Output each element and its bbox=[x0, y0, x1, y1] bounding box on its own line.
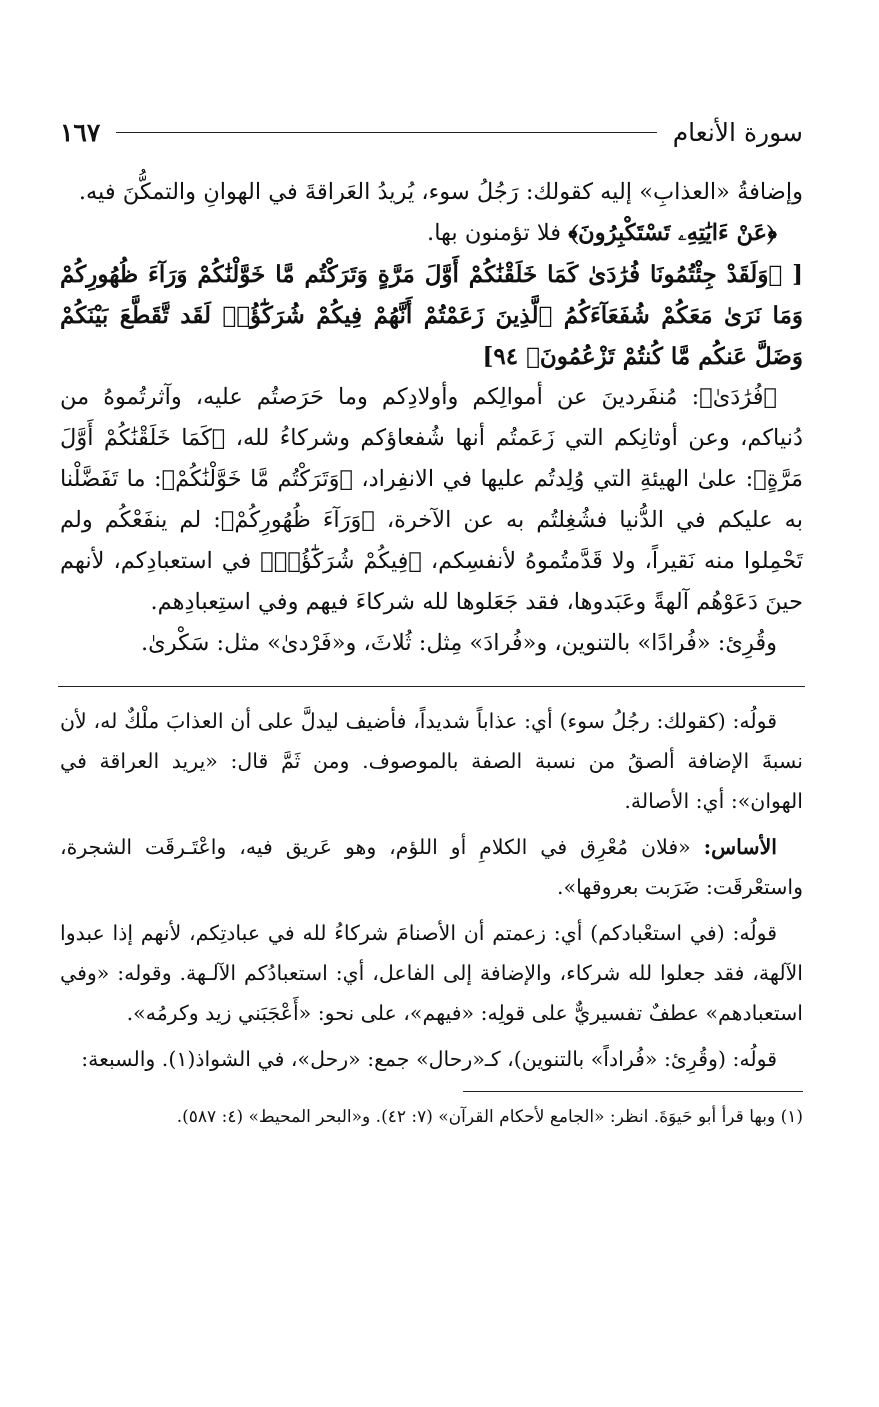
quran-verse-94: [ ﴿وَلَقَدْ جِئْتُمُونَا فُرَٰدَىٰ كَمَا خَلَقْنَٰكُمْ أَوَّلَ مَرَّةٍ وَتَرَكْتُم مَّا خَوَّلْنَٰكُمْ وَرَآءَ ظُهُورِكُمْ وَمَا نَرَىٰ مَعَكُمْ شُفَعَآءَكُمُ ٱلَّذِينَ زَعَمْتُمْ أَنَّهُمْ فِيكُمْ شُرَكَٰٓؤُا۟ لَقَد تَّقَطَّعَ بَيْنَكُمْ وَضَلَّ عَنكُم مَّا كُنتُمْ تَزْعُمُونَ﴾ ٩٤] bbox=[60, 261, 803, 370]
note-label: الأساس: bbox=[703, 835, 777, 859]
note-text: «فلان مُعْرِق في الكلامِ أو اللؤم، وهو عَريق فيه، واعْتَـرقَت الشجرة، واستعْرقَت: ضَرَبت بعروقها». bbox=[60, 835, 803, 899]
footnote-1: (١) وبها قرأ أبو حَيوَةَ. انظر: «الجامع لأحكام القرآن» (٧: ٤٢). و«البحر المحيط» (٤: ٥٨٧). bbox=[176, 1107, 803, 1127]
paragraph-qiraat: وقُرِئ: «فُرادًا» بالتنوين، و«فُرادَ» مِثل: ثُلاثَ، و«فَرْدىٰ» مثل: سَكْرىٰ. bbox=[140, 630, 777, 656]
note-qiraa: قولُه: (وقُرِئ: «فُراداً» بالتنوين)، كـ«رحال» جمع: «رحل»، في الشواذ(١). والسبعة: bbox=[81, 1047, 777, 1071]
commentary-divider bbox=[58, 686, 805, 687]
surah-name: سورة الأنعام bbox=[672, 117, 803, 147]
footnote-rule bbox=[463, 1091, 803, 1092]
main-text bbox=[60, 172, 803, 664]
page-header bbox=[60, 112, 803, 152]
note-ka-qawlik: قولُه: (كقولك: رجُلُ سوء) أي: عذاباً شديداً، فأضيف ليدلَّ على أن العذابَ ملْكٌ له، لأن نسبةَ الإضافة ألصقُ من نسبة الصفة بالموصوف. ومن ثَمَّ قال: «يريد العراقة في الهوان»: أي: الأصالة. bbox=[60, 709, 803, 813]
commentary bbox=[60, 701, 803, 1079]
quran-quote: ﴿عَنْ ءَايَٰتِهِۦ تَسْتَكْبِرُونَ﴾ bbox=[568, 220, 777, 246]
paragraph-idafa: وإضافةُ «العذابِ» إليه كقولك: رَجُلُ سوء، يُريدُ العَراقةَ في الهوانِ والتمكُّنَ فيه. bbox=[78, 179, 803, 205]
note-asas bbox=[60, 827, 803, 907]
paragraph-text: فلا تؤمنون بها. bbox=[427, 220, 569, 246]
paragraph-furada: ﴿فُرَٰدَىٰ﴾: مُنفَردينَ عن أموالِكم وأولادِكم وما حَرَصتُم عليه، وآثرتُموهُ من دُنياكم، وعن أوثانِكم التي زَعَمتُم أنها شُفعاؤكم وشركاءُ لله، ﴿كَمَا خَلَقْنَٰكُمْ أَوَّلَ مَرَّةٍ﴾: علىٰ الهيئةِ التي وُلِدتُم عليها في الانفِراد، ﴿وَتَرَكْتُم مَّا خَوَّلْنَٰكُمْ﴾: ما تَفَضَّلْنا به عليكم في الدُّنيا فشُغِلتُم به عن الآخرة، ﴿وَرَآءَ ظُهُورِكُمْ﴾: لم ينفَعْكُم ولم تَحْمِلوا منه نَقيراً، ولا قَدَّمتُموهُ لأنفسِكم، ﴿فِيكُمْ شُرَكَٰٓؤُا۟﴾ في استعبادِكم، لأنهم حينَ دَعَوْهُم آلهةً وعَبَدوها، فقد جَعَلوها لله شركاءَ فيهم وفي استِعبادِهم. bbox=[60, 384, 803, 615]
note-istibad: قولُه: (في استعْبادكم) أي: زعمتم أن الأصنامَ شركاءُ لله في عبادتِكم، لأنهم إذا عبدوا الآلهة، فقد جعلوا لله شركاء، والإضافة إلى الفاعل، أي: استعبادُكم الآلـهة. وقوله: «وفي استعبادهم» عطفٌ تفسيريٌّ على قولِه: «فيهم»، على نحو: «أَعْجَبَني زيد وكرمُه». bbox=[60, 921, 803, 1025]
page-number: ١٦٧ bbox=[60, 117, 101, 147]
page bbox=[60, 112, 803, 1132]
paragraph-ayatihi bbox=[60, 213, 803, 254]
header-rule bbox=[116, 132, 656, 133]
